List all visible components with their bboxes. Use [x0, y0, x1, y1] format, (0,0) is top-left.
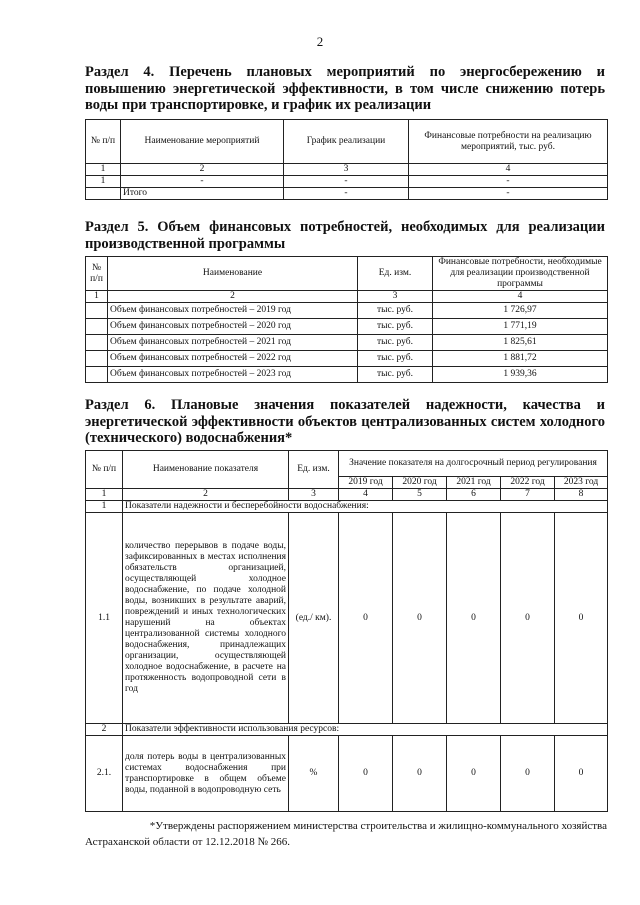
section4-cell: - [121, 176, 284, 188]
section4-header-schedule: График реализации [284, 120, 409, 164]
section4-cell: - [409, 188, 608, 200]
section4-colnum: 3 [284, 164, 409, 176]
section5-unit: тыс. руб. [358, 351, 433, 367]
section5-cell [86, 303, 108, 319]
section5-name: Объем финансовых потребностей – 2019 год [108, 303, 358, 319]
section5-value: 1 771,19 [433, 319, 608, 335]
section5-colnum: 3 [358, 291, 433, 303]
section6-value: 0 [555, 513, 608, 724]
section5-header-finance: Финансовые потребности, необходимые для реализации производственной программы [433, 257, 608, 291]
section6-value: 0 [393, 736, 447, 812]
section6-header-year: 2021 год [447, 477, 501, 489]
section5-header-num: № п/п [86, 257, 108, 291]
section5-name: Объем финансовых потребностей – 2020 год [108, 319, 358, 335]
section5-name: Объем финансовых потребностей – 2023 год [108, 367, 358, 383]
table-row [86, 736, 608, 812]
section6-colnum: 3 [289, 489, 339, 501]
footnote-line1: *Утверждены распоряжением министерства строительства и жилищно-коммунального хозяйства [149, 820, 607, 832]
section4-colnum: 1 [86, 164, 121, 176]
section6-value: 0 [501, 736, 555, 812]
section5-unit: тыс. руб. [358, 319, 433, 335]
section6-indicator-unit: (ед./ км). [289, 513, 339, 724]
section4-total-row [86, 188, 608, 200]
section6-value: 0 [555, 736, 608, 812]
section5-value: 1 881,72 [433, 351, 608, 367]
section4-heading: Раздел 4. Перечень плановых мероприятий по энергосбережению и повышению энергетической эффективности, в том числе снижению потерь воды при транспортировке, и график их реализации [85, 64, 605, 113]
table-row [86, 367, 608, 383]
section6-group-num: 1 [86, 501, 123, 513]
section5-unit: тыс. руб. [358, 335, 433, 351]
page-number: 2 [316, 34, 324, 49]
section6-value: 0 [447, 513, 501, 724]
section5-value: 1 726,97 [433, 303, 608, 319]
section6-row-num: 2.1. [86, 736, 123, 812]
section5-cell [86, 367, 108, 383]
section6-header-row [86, 451, 608, 477]
section6-indicator-name: доля потерь воды в централизованных системах водоснабжения при транспортировке в общем объеме воды, поданной в водопроводную сеть [123, 736, 289, 812]
section6-value: 0 [501, 513, 555, 724]
section6-header-num: № п/п [86, 451, 123, 489]
section4-cell: - [409, 176, 608, 188]
section4-header-finance: Финансовые потребности на реализацию мероприятий, тыс. руб. [409, 120, 608, 164]
section6-colnum: 5 [393, 489, 447, 501]
section6-header-year: 2020 год [393, 477, 447, 489]
section5-cell [86, 319, 108, 335]
section5-name: Объем финансовых потребностей – 2021 год [108, 335, 358, 351]
section6-colnum: 2 [123, 489, 289, 501]
section4-table [85, 119, 608, 200]
table-row [86, 335, 608, 351]
section5-header-name: Наименование [108, 257, 358, 291]
footnote [85, 818, 607, 850]
section6-header-unit: Ед. изм. [289, 451, 339, 489]
section6-row-num: 1.1 [86, 513, 123, 724]
section6-heading: Раздел 6. Плановые значения показателей надежности, качества и энергетической эффективности объектов централизованных систем холодного (технического) водоснабжения* [85, 397, 605, 446]
section6-header-group: Значение показателя на долгосрочный период регулирования [339, 451, 608, 477]
section5-colnum: 1 [86, 291, 108, 303]
section6-header-year: 2022 год [501, 477, 555, 489]
section5-colnum-row [86, 291, 608, 303]
section6-header-name: Наименование показателя [123, 451, 289, 489]
section6-group-title: Показатели эффективности использования ресурсов: [123, 724, 608, 736]
section4-cell: - [284, 176, 409, 188]
section6-colnum-row [86, 489, 608, 501]
section4-colnum-row [86, 164, 608, 176]
table-row [86, 513, 608, 724]
section4-cell [86, 188, 121, 200]
section5-colnum: 2 [108, 291, 358, 303]
section4-cell: 1 [86, 176, 121, 188]
section5-header-row [86, 257, 608, 291]
section6-colnum: 6 [447, 489, 501, 501]
section5-cell [86, 351, 108, 367]
section4-header-num: № п/п [86, 120, 121, 164]
section4-colnum: 4 [409, 164, 608, 176]
section5-colnum: 4 [433, 291, 608, 303]
section6-colnum: 7 [501, 489, 555, 501]
section5-unit: тыс. руб. [358, 303, 433, 319]
section5-heading: Раздел 5. Объем финансовых потребностей, необходимых для реализации производственной программы [85, 219, 605, 252]
section5-value: 1 939,36 [433, 367, 608, 383]
section6-header-year: 2019 год [339, 477, 393, 489]
section5-cell [86, 335, 108, 351]
table-row [86, 319, 608, 335]
section6-group-title: Показатели надежности и бесперебойности водоснабжения: [123, 501, 608, 513]
section6-header-year: 2023 год [555, 477, 608, 489]
section6-group-num: 2 [86, 724, 123, 736]
table-row [86, 351, 608, 367]
section4-header-row [86, 120, 608, 164]
section6-indicator-unit: % [289, 736, 339, 812]
section5-header-unit: Ед. изм. [358, 257, 433, 291]
section5-table [85, 256, 608, 383]
section5-unit: тыс. руб. [358, 367, 433, 383]
section6-value: 0 [339, 736, 393, 812]
section4-total-label: Итого [121, 188, 284, 200]
section4-colnum: 2 [121, 164, 284, 176]
section6-indicator-name: количество перерывов в подаче воды, зафиксированных в местах исполнения обязательств организацией, осуществляющей холодное водоснабжение, по подаче холодной воды, возникших в результате аварий, повреждений и иных технологических нарушений на объектах централизованной системы холодного водоснабжения, принадлежащих организации, осуществляющей холодное водоснабжение, в расчете на протяженность водопроводной сети в год [123, 513, 289, 724]
section6-table [85, 450, 608, 812]
table-row [86, 303, 608, 319]
section5-value: 1 825,61 [433, 335, 608, 351]
section4-cell: - [284, 188, 409, 200]
section6-group1-row [86, 501, 608, 513]
section4-header-name: Наименование мероприятий [121, 120, 284, 164]
section6-colnum: 1 [86, 489, 123, 501]
section6-value: 0 [339, 513, 393, 724]
section5-name: Объем финансовых потребностей – 2022 год [108, 351, 358, 367]
footnote-line2: Астраханской области от 12.12.2018 № 266. [85, 836, 290, 848]
section6-value: 0 [447, 736, 501, 812]
section6-value: 0 [393, 513, 447, 724]
section6-group2-row [86, 724, 608, 736]
section6-colnum: 8 [555, 489, 608, 501]
section6-colnum: 4 [339, 489, 393, 501]
table-row [86, 176, 608, 188]
